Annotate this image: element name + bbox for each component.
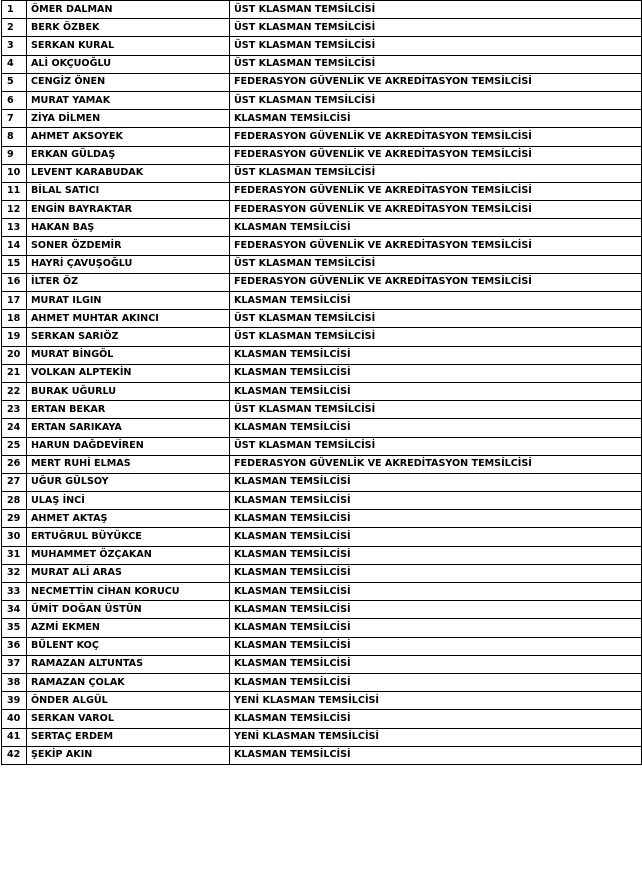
role-title: ÜST KLASMAN TEMSİLCİSİ (230, 255, 642, 273)
role-title: FEDERASYON GÜVENLİK VE AKREDİTASYON TEMSİLCİSİ (230, 455, 642, 473)
row-number: 16 (2, 273, 27, 291)
person-name: AHMET MUHTAR AKINCI (27, 310, 230, 328)
person-name: ÜMİT DOĞAN ÜSTÜN (27, 601, 230, 619)
role-title: KLASMAN TEMSİLCİSİ (230, 619, 642, 637)
person-name: ZİYA DİLMEN (27, 110, 230, 128)
row-number: 22 (2, 382, 27, 400)
role-title: FEDERASYON GÜVENLİK VE AKREDİTASYON TEMSİLCİSİ (230, 201, 642, 219)
table-row (2, 237, 642, 255)
table-row (2, 328, 642, 346)
row-number: 39 (2, 692, 27, 710)
person-name: SERKAN KURAL (27, 37, 230, 55)
role-title: FEDERASYON GÜVENLİK VE AKREDİTASYON TEMSİLCİSİ (230, 237, 642, 255)
row-number: 18 (2, 310, 27, 328)
row-number: 1 (2, 1, 27, 19)
table-row (2, 710, 642, 728)
row-number: 34 (2, 601, 27, 619)
role-title: KLASMAN TEMSİLCİSİ (230, 382, 642, 400)
table-row (2, 728, 642, 746)
role-title: YENİ KLASMAN TEMSİLCİSİ (230, 728, 642, 746)
person-name: İLTER ÖZ (27, 273, 230, 291)
role-title: KLASMAN TEMSİLCİSİ (230, 419, 642, 437)
role-title: KLASMAN TEMSİLCİSİ (230, 364, 642, 382)
person-name: MUHAMMET ÖZÇAKAN (27, 546, 230, 564)
table-row (2, 255, 642, 273)
role-title: KLASMAN TEMSİLCİSİ (230, 710, 642, 728)
person-name: HAYRİ ÇAVUŞOĞLU (27, 255, 230, 273)
person-name: ERTAN SARIKAYA (27, 419, 230, 437)
table-row (2, 310, 642, 328)
row-number: 19 (2, 328, 27, 346)
person-name: MURAT BİNGÖL (27, 346, 230, 364)
row-number: 37 (2, 655, 27, 673)
table-row (2, 510, 642, 528)
person-name: ULAŞ İNCİ (27, 492, 230, 510)
table-row (2, 637, 642, 655)
table-row (2, 528, 642, 546)
row-number: 35 (2, 619, 27, 637)
role-title: ÜST KLASMAN TEMSİLCİSİ (230, 164, 642, 182)
table-row (2, 37, 642, 55)
role-title: KLASMAN TEMSİLCİSİ (230, 601, 642, 619)
table-row (2, 55, 642, 73)
role-title: ÜST KLASMAN TEMSİLCİSİ (230, 55, 642, 73)
table-row (2, 655, 642, 673)
row-number: 25 (2, 437, 27, 455)
table-row (2, 746, 642, 764)
row-number: 24 (2, 419, 27, 437)
table-row (2, 182, 642, 200)
role-title: KLASMAN TEMSİLCİSİ (230, 346, 642, 364)
row-number: 12 (2, 201, 27, 219)
person-name: MURAT YAMAK (27, 91, 230, 109)
row-number: 31 (2, 546, 27, 564)
person-name: UĞUR GÜLSOY (27, 473, 230, 491)
row-number: 23 (2, 401, 27, 419)
role-title: YENİ KLASMAN TEMSİLCİSİ (230, 692, 642, 710)
person-name: ERTUĞRUL BÜYÜKCE (27, 528, 230, 546)
role-title: KLASMAN TEMSİLCİSİ (230, 473, 642, 491)
person-name: AZMİ EKMEN (27, 619, 230, 637)
person-name: ALİ OKÇUOĞLU (27, 55, 230, 73)
role-title: ÜST KLASMAN TEMSİLCİSİ (230, 328, 642, 346)
table-row (2, 91, 642, 109)
person-name: NECMETTİN CİHAN KORUCU (27, 583, 230, 601)
person-name: MURAT ILGIN (27, 292, 230, 310)
person-name: ŞEKİP AKIN (27, 746, 230, 764)
row-number: 11 (2, 182, 27, 200)
row-number: 17 (2, 292, 27, 310)
row-number: 38 (2, 673, 27, 691)
table-row (2, 401, 642, 419)
row-number: 5 (2, 73, 27, 91)
person-name: BİLAL SATICI (27, 182, 230, 200)
role-title: ÜST KLASMAN TEMSİLCİSİ (230, 437, 642, 455)
role-title: KLASMAN TEMSİLCİSİ (230, 219, 642, 237)
role-title: KLASMAN TEMSİLCİSİ (230, 564, 642, 582)
table-row (2, 364, 642, 382)
person-name: RAMAZAN ÇOLAK (27, 673, 230, 691)
row-number: 13 (2, 219, 27, 237)
table-row (2, 219, 642, 237)
representatives-table (1, 0, 642, 765)
table-row (2, 273, 642, 291)
table-row (2, 292, 642, 310)
table-row (2, 583, 642, 601)
role-title: ÜST KLASMAN TEMSİLCİSİ (230, 401, 642, 419)
role-title: KLASMAN TEMSİLCİSİ (230, 292, 642, 310)
table-row (2, 546, 642, 564)
role-title: KLASMAN TEMSİLCİSİ (230, 528, 642, 546)
table-row (2, 110, 642, 128)
role-title: ÜST KLASMAN TEMSİLCİSİ (230, 19, 642, 37)
row-number: 40 (2, 710, 27, 728)
person-name: HAKAN BAŞ (27, 219, 230, 237)
role-title: FEDERASYON GÜVENLİK VE AKREDİTASYON TEMSİLCİSİ (230, 273, 642, 291)
row-number: 14 (2, 237, 27, 255)
row-number: 41 (2, 728, 27, 746)
row-number: 4 (2, 55, 27, 73)
table-row (2, 673, 642, 691)
row-number: 8 (2, 128, 27, 146)
role-title: ÜST KLASMAN TEMSİLCİSİ (230, 310, 642, 328)
person-name: ERTAN BEKAR (27, 401, 230, 419)
role-title: FEDERASYON GÜVENLİK VE AKREDİTASYON TEMSİLCİSİ (230, 182, 642, 200)
table-row (2, 128, 642, 146)
person-name: ÖMER DALMAN (27, 1, 230, 19)
row-number: 15 (2, 255, 27, 273)
row-number: 6 (2, 91, 27, 109)
row-number: 21 (2, 364, 27, 382)
table-row (2, 492, 642, 510)
person-name: MERT RUHİ ELMAS (27, 455, 230, 473)
row-number: 32 (2, 564, 27, 582)
role-title: ÜST KLASMAN TEMSİLCİSİ (230, 37, 642, 55)
table-row (2, 564, 642, 582)
person-name: SERKAN SARIÖZ (27, 328, 230, 346)
row-number: 27 (2, 473, 27, 491)
row-number: 2 (2, 19, 27, 37)
person-name: ÖNDER ALGÜL (27, 692, 230, 710)
role-title: KLASMAN TEMSİLCİSİ (230, 637, 642, 655)
role-title: FEDERASYON GÜVENLİK VE AKREDİTASYON TEMSİLCİSİ (230, 128, 642, 146)
table-row (2, 146, 642, 164)
row-number: 30 (2, 528, 27, 546)
row-number: 26 (2, 455, 27, 473)
person-name: SONER ÖZDEMİR (27, 237, 230, 255)
person-name: RAMAZAN ALTUNTAS (27, 655, 230, 673)
table-row (2, 1, 642, 19)
role-title: KLASMAN TEMSİLCİSİ (230, 546, 642, 564)
person-name: ENGİN BAYRAKTAR (27, 201, 230, 219)
person-name: BERK ÖZBEK (27, 19, 230, 37)
person-name: BÜLENT KOÇ (27, 637, 230, 655)
table-row (2, 19, 642, 37)
table-row (2, 601, 642, 619)
row-number: 9 (2, 146, 27, 164)
person-name: MURAT ALİ ARAS (27, 564, 230, 582)
representatives-table-body (2, 1, 642, 765)
person-name: BURAK UĞURLU (27, 382, 230, 400)
role-title: ÜST KLASMAN TEMSİLCİSİ (230, 91, 642, 109)
table-row (2, 455, 642, 473)
row-number: 28 (2, 492, 27, 510)
person-name: VOLKAN ALPTEKİN (27, 364, 230, 382)
person-name: CENGİZ ÖNEN (27, 73, 230, 91)
role-title: ÜST KLASMAN TEMSİLCİSİ (230, 1, 642, 19)
table-row (2, 419, 642, 437)
table-row (2, 619, 642, 637)
table-row (2, 164, 642, 182)
role-title: KLASMAN TEMSİLCİSİ (230, 492, 642, 510)
row-number: 33 (2, 583, 27, 601)
role-title: FEDERASYON GÜVENLİK VE AKREDİTASYON TEMSİLCİSİ (230, 146, 642, 164)
person-name: HARUN DAĞDEVİREN (27, 437, 230, 455)
table-row (2, 346, 642, 364)
row-number: 3 (2, 37, 27, 55)
role-title: KLASMAN TEMSİLCİSİ (230, 583, 642, 601)
row-number: 20 (2, 346, 27, 364)
role-title: KLASMAN TEMSİLCİSİ (230, 655, 642, 673)
person-name: SERTAÇ ERDEM (27, 728, 230, 746)
person-name: ERKAN GÜLDAŞ (27, 146, 230, 164)
role-title: KLASMAN TEMSİLCİSİ (230, 673, 642, 691)
row-number: 36 (2, 637, 27, 655)
person-name: AHMET AKTAŞ (27, 510, 230, 528)
person-name: SERKAN VAROL (27, 710, 230, 728)
role-title: FEDERASYON GÜVENLİK VE AKREDİTASYON TEMSİLCİSİ (230, 73, 642, 91)
row-number: 29 (2, 510, 27, 528)
table-row (2, 382, 642, 400)
person-name: AHMET AKSOYEK (27, 128, 230, 146)
row-number: 10 (2, 164, 27, 182)
role-title: KLASMAN TEMSİLCİSİ (230, 510, 642, 528)
table-row (2, 692, 642, 710)
table-row (2, 473, 642, 491)
table-row (2, 437, 642, 455)
table-row (2, 73, 642, 91)
row-number: 7 (2, 110, 27, 128)
role-title: KLASMAN TEMSİLCİSİ (230, 746, 642, 764)
row-number: 42 (2, 746, 27, 764)
role-title: KLASMAN TEMSİLCİSİ (230, 110, 642, 128)
table-row (2, 201, 642, 219)
person-name: LEVENT KARABUDAK (27, 164, 230, 182)
